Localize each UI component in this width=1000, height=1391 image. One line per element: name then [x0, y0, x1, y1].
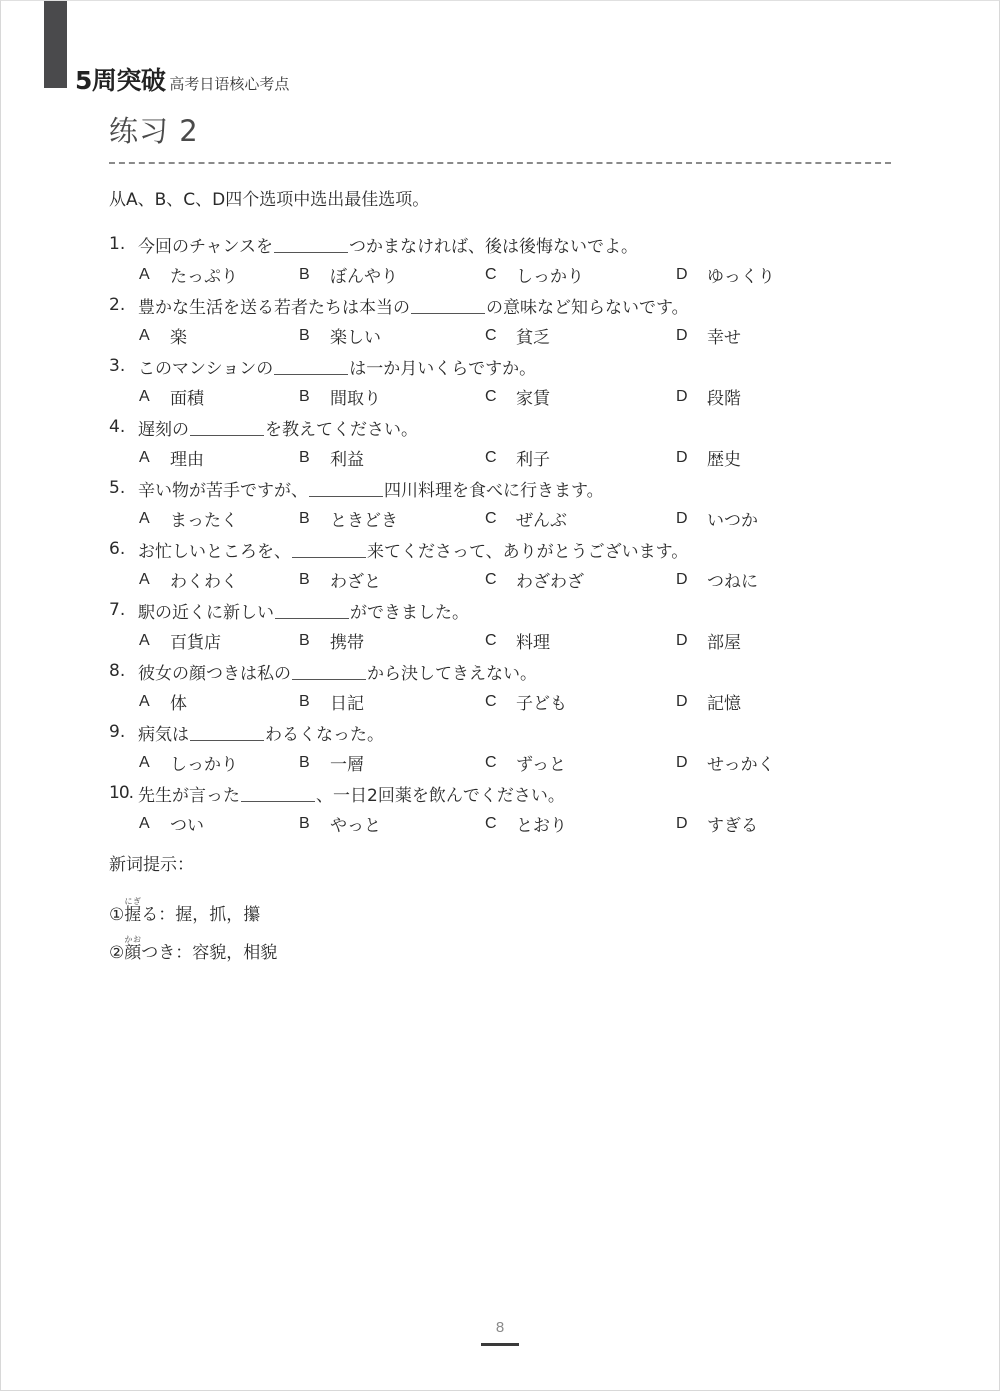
- option-d: [676, 445, 876, 470]
- option-row: [109, 626, 909, 657]
- option-text: 百貨店: [170, 633, 221, 654]
- furigana: かお: [124, 935, 142, 944]
- answer-blank: [190, 435, 264, 436]
- option-d: [676, 567, 876, 592]
- vocab-word: 顔かお: [124, 935, 142, 963]
- page-number-underline: [481, 1343, 519, 1346]
- option-letter: C: [485, 509, 497, 527]
- option-c: [485, 323, 676, 348]
- option-text: わざわざ: [516, 572, 584, 593]
- option-row: [109, 504, 909, 535]
- option-letter: B: [299, 387, 310, 405]
- question-number: 5.: [109, 478, 126, 499]
- option-c: [485, 506, 676, 531]
- vocab-item: [109, 935, 277, 963]
- option-letter: D: [676, 387, 688, 405]
- option-a: [139, 323, 299, 348]
- option-a: [139, 689, 299, 714]
- option-letter: A: [139, 387, 150, 405]
- vocab-meaning: ：容貌，相貌: [175, 943, 278, 963]
- stem-after: を教えてください。: [265, 419, 418, 440]
- question-stem: [109, 412, 909, 443]
- option-letter: D: [676, 753, 688, 771]
- question-number: 1.: [109, 234, 126, 255]
- option-letter: A: [139, 570, 150, 588]
- option-letter: B: [299, 692, 310, 710]
- option-d: [676, 750, 876, 775]
- answer-blank: [411, 313, 485, 314]
- answer-blank: [309, 496, 383, 497]
- option-text: ときどき: [330, 511, 398, 532]
- option-text: 楽: [170, 328, 187, 349]
- stem-after: 、一日2回薬を飲んでください。: [316, 785, 565, 806]
- option-letter: B: [299, 753, 310, 771]
- question-number: 7.: [109, 600, 126, 621]
- option-letter: A: [139, 509, 150, 527]
- answer-blank: [292, 679, 366, 680]
- option-d: [676, 689, 876, 714]
- option-letter: B: [299, 448, 310, 466]
- stem-before: 辛い物が苦手ですが、: [138, 480, 308, 501]
- option-text: 子ども: [516, 694, 567, 715]
- question-stem: [109, 778, 909, 809]
- option-b: [299, 750, 485, 775]
- stem-after: 来てくださって、ありがとうございます。: [367, 541, 689, 562]
- option-text: ぜんぶ: [516, 511, 567, 532]
- question-stem: [109, 290, 909, 321]
- answer-blank: [274, 252, 348, 253]
- page-number: 8: [495, 1319, 505, 1336]
- vocab-meaning: ：握，抓，攥: [158, 905, 261, 925]
- question-list: [109, 229, 909, 839]
- option-text: ゆっくり: [707, 267, 775, 288]
- option-text: すぎる: [707, 816, 758, 837]
- option-letter: D: [676, 326, 688, 344]
- option-text: ずっと: [516, 755, 566, 776]
- option-b: [299, 384, 485, 409]
- option-letter: A: [139, 692, 150, 710]
- option-a: [139, 811, 299, 836]
- option-text: とおり: [516, 816, 567, 837]
- option-text: 面積: [170, 389, 204, 410]
- dashed-divider: [109, 162, 891, 164]
- stem-after: わるくなった。: [265, 724, 384, 745]
- question-number: 4.: [109, 417, 126, 438]
- option-letter: A: [139, 265, 150, 283]
- option-letter: C: [485, 265, 497, 283]
- question-number: 10.: [109, 783, 134, 804]
- option-letter: C: [485, 570, 497, 588]
- question-item: [109, 534, 909, 595]
- option-text: 部屋: [707, 633, 741, 654]
- vocab-marker: ①: [109, 905, 125, 925]
- option-letter: A: [139, 753, 150, 771]
- option-row: [109, 260, 909, 291]
- option-a: [139, 567, 299, 592]
- stem-before: 彼女の顔つきは私の: [138, 663, 291, 684]
- question-number: 3.: [109, 356, 126, 377]
- option-letter: C: [485, 814, 497, 832]
- question-number: 6.: [109, 539, 126, 560]
- option-c: [485, 384, 676, 409]
- answer-blank: [241, 801, 315, 802]
- option-letter: B: [299, 509, 310, 527]
- question-stem: [109, 656, 909, 687]
- option-letter: C: [485, 631, 497, 649]
- option-row: [109, 565, 909, 596]
- option-letter: D: [676, 570, 688, 588]
- option-c: [485, 689, 676, 714]
- stem-after: ができました。: [350, 602, 469, 623]
- stem-after: の意味など知らないです。: [486, 297, 689, 318]
- option-text: いつか: [707, 511, 758, 532]
- option-letter: A: [139, 448, 150, 466]
- answer-blank: [292, 557, 366, 558]
- option-c: [485, 750, 676, 775]
- book-brand: [75, 61, 289, 97]
- question-stem: [109, 473, 909, 504]
- option-row: [109, 443, 909, 474]
- option-b: [299, 323, 485, 348]
- question-item: [109, 717, 909, 778]
- option-letter: C: [485, 326, 497, 344]
- option-text: 歴史: [707, 450, 741, 471]
- option-letter: C: [485, 387, 497, 405]
- section-title: 练习 2: [109, 114, 199, 148]
- stem-after: つかまなければ、後は後悔ないでよ。: [348, 236, 638, 257]
- option-a: [139, 628, 299, 653]
- question-stem: [109, 595, 909, 626]
- option-letter: D: [676, 509, 688, 527]
- option-a: [139, 750, 299, 775]
- option-c: [485, 445, 676, 470]
- option-letter: B: [299, 265, 310, 283]
- option-c: [485, 811, 676, 836]
- option-text: 間取り: [330, 389, 381, 410]
- header-accent-bar: [44, 1, 67, 88]
- question-item: [109, 290, 909, 351]
- stem-after: 四川料理を食べに行きます。: [384, 480, 604, 501]
- question-item: [109, 351, 909, 412]
- option-b: [299, 506, 485, 531]
- option-letter: A: [139, 814, 150, 832]
- stem-before: 今回のチャンスを: [138, 236, 273, 257]
- option-letter: C: [485, 753, 497, 771]
- question-number: 2.: [109, 295, 126, 316]
- option-letter: B: [299, 570, 310, 588]
- option-row: [109, 382, 909, 413]
- option-text: たっぷり: [170, 267, 238, 288]
- vocab-word: 握にぎ: [124, 897, 142, 925]
- option-text: 利子: [516, 450, 550, 471]
- option-text: 段階: [707, 389, 741, 410]
- option-d: [676, 384, 876, 409]
- option-c: [485, 262, 676, 287]
- stem-before: 先生が言った: [138, 785, 240, 806]
- option-letter: D: [676, 692, 688, 710]
- stem-before: 遅刻の: [138, 419, 189, 440]
- option-a: [139, 384, 299, 409]
- option-b: [299, 689, 485, 714]
- furigana: にぎ: [124, 897, 142, 906]
- option-b: [299, 445, 485, 470]
- option-text: 日記: [330, 694, 364, 715]
- option-letter: C: [485, 448, 497, 466]
- question-stem: [109, 351, 909, 382]
- vocab-okurigana: つき: [141, 943, 176, 963]
- option-b: [299, 262, 485, 287]
- option-text: 利益: [330, 450, 364, 471]
- option-text: つい: [170, 816, 204, 837]
- option-a: [139, 506, 299, 531]
- brand-title: 5周突破: [75, 66, 166, 95]
- option-text: 家賃: [516, 389, 550, 410]
- question-item: [109, 595, 909, 656]
- option-text: わざと: [330, 572, 381, 593]
- option-text: せっかく: [707, 755, 775, 776]
- option-text: 料理: [516, 633, 550, 654]
- option-text: 記憶: [707, 694, 741, 715]
- option-letter: D: [676, 814, 688, 832]
- option-text: 一層: [330, 755, 364, 776]
- option-letter: D: [676, 448, 688, 466]
- option-letter: D: [676, 265, 688, 283]
- question-item: [109, 656, 909, 717]
- answer-blank: [275, 618, 349, 619]
- question-item: [109, 778, 909, 839]
- option-text: わくわく: [170, 572, 238, 593]
- option-d: [676, 262, 876, 287]
- option-b: [299, 628, 485, 653]
- stem-before: お忙しいところを、: [138, 541, 291, 562]
- option-row: [109, 687, 909, 718]
- vocab-heading: 新词提示：: [109, 855, 194, 875]
- option-text: しっかり: [516, 267, 584, 288]
- question-item: [109, 229, 909, 290]
- stem-after: から決してきえない。: [367, 663, 537, 684]
- answer-blank: [274, 374, 348, 375]
- exercise-instruction: 从A、B、C、D四个选项中选出最佳选项。: [109, 190, 430, 210]
- option-text: ぼんやり: [330, 267, 398, 288]
- question-stem: [109, 534, 909, 565]
- option-text: やっと: [330, 816, 381, 837]
- stem-before: このマンションの: [138, 358, 274, 379]
- option-row: [109, 321, 909, 352]
- option-letter: C: [485, 692, 497, 710]
- option-text: しっかり: [170, 755, 238, 776]
- option-text: 体: [170, 694, 187, 715]
- vocab-marker: ②: [109, 943, 125, 963]
- option-letter: B: [299, 814, 310, 832]
- option-b: [299, 811, 485, 836]
- option-row: [109, 748, 909, 779]
- option-text: つねに: [707, 572, 758, 593]
- option-a: [139, 262, 299, 287]
- question-number: 8.: [109, 661, 126, 682]
- option-text: 楽しい: [330, 328, 381, 349]
- option-letter: B: [299, 631, 310, 649]
- option-d: [676, 323, 876, 348]
- option-d: [676, 506, 876, 531]
- question-stem: [109, 229, 909, 260]
- option-text: 幸せ: [707, 328, 741, 349]
- option-text: まったく: [170, 511, 238, 532]
- option-a: [139, 445, 299, 470]
- option-text: 理由: [170, 450, 204, 471]
- option-d: [676, 811, 876, 836]
- option-d: [676, 628, 876, 653]
- brand-subtitle: 高考日语核心考点: [169, 75, 290, 93]
- stem-after: は一か月いくらですか。: [349, 358, 537, 379]
- option-row: [109, 809, 909, 840]
- option-letter: A: [139, 326, 150, 344]
- option-letter: A: [139, 631, 150, 649]
- option-letter: B: [299, 326, 310, 344]
- option-c: [485, 628, 676, 653]
- stem-before: 病気は: [138, 724, 189, 745]
- question-number: 9.: [109, 722, 126, 743]
- option-c: [485, 567, 676, 592]
- option-text: 貧乏: [516, 328, 550, 349]
- question-item: [109, 412, 909, 473]
- answer-blank: [190, 740, 264, 741]
- vocab-okurigana: る: [141, 905, 159, 925]
- option-text: 携帯: [330, 633, 364, 654]
- stem-before: 豊かな生活を送る若者たちは本当の: [138, 297, 410, 318]
- stem-before: 駅の近くに新しい: [138, 602, 274, 623]
- option-b: [299, 567, 485, 592]
- question-stem: [109, 717, 909, 748]
- vocab-item: [109, 897, 260, 925]
- option-letter: D: [676, 631, 688, 649]
- question-item: [109, 473, 909, 534]
